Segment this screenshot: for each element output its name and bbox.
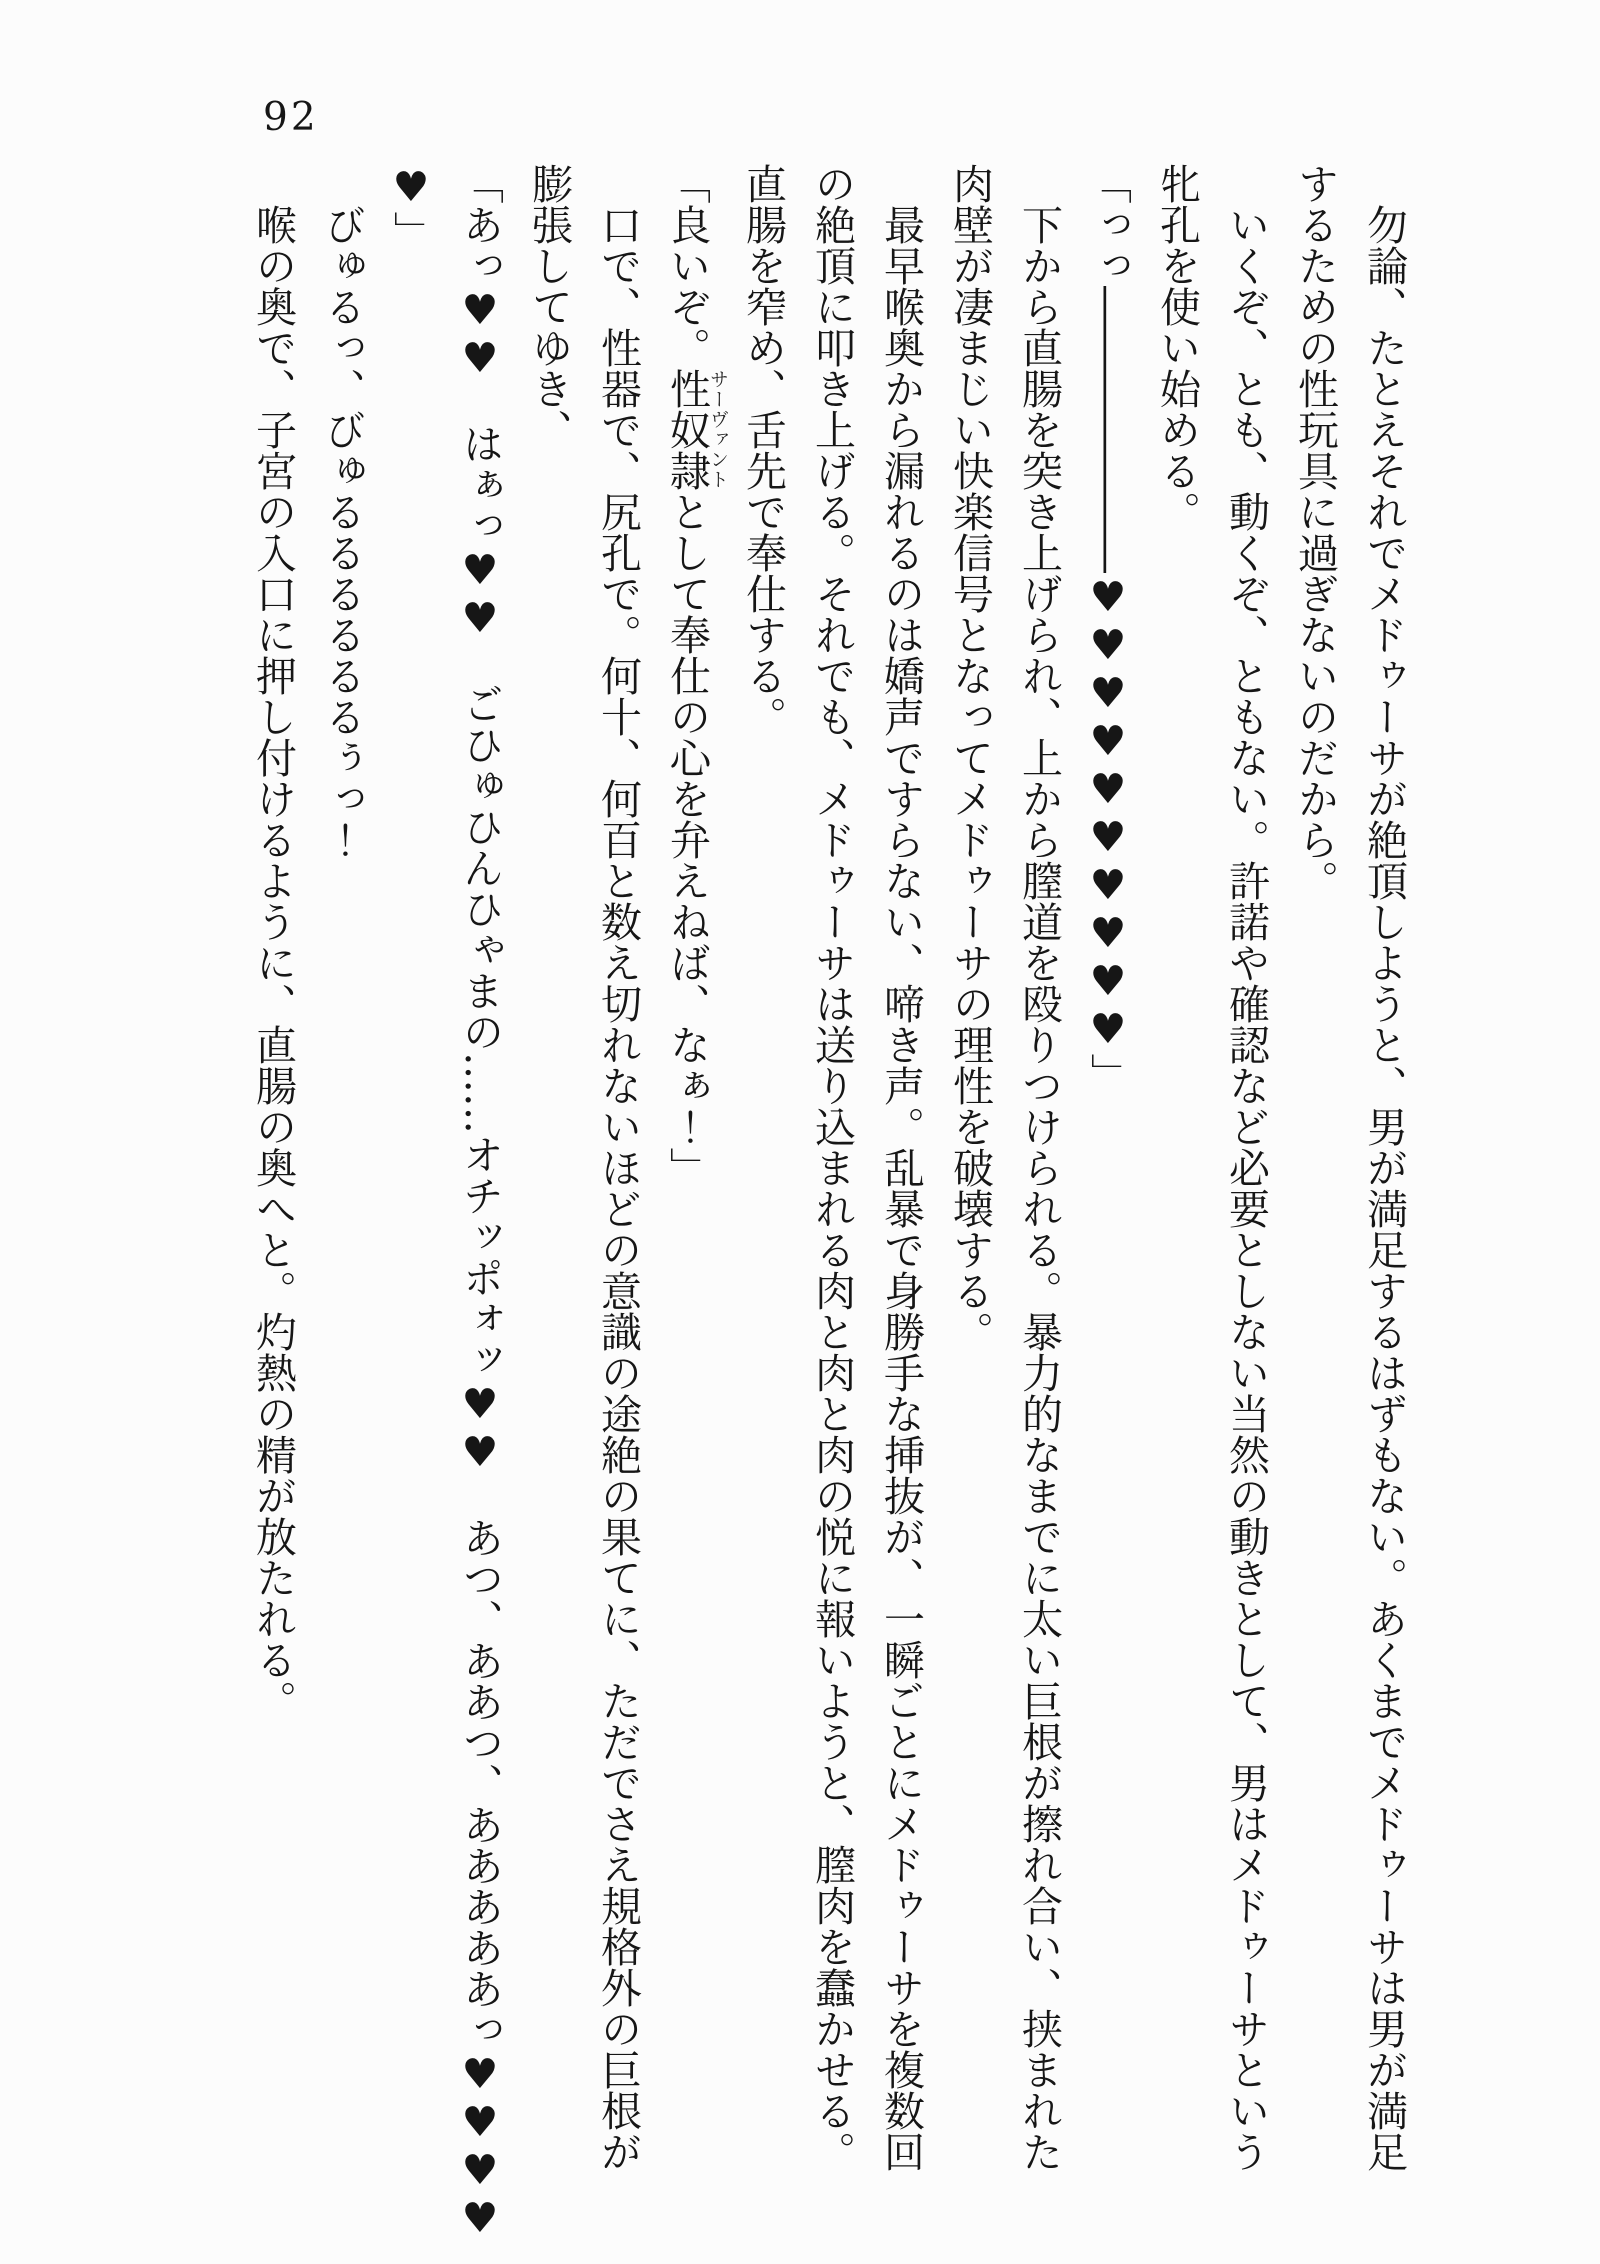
narration-line-9: の絶頂に叩き上げる。それでも、メドゥーサは送り込まれる肉と肉と肉の悦に報いようと、膣肉を蠢かせる。 [808,163,856,2172]
dialogue-line-15: ♥」 [387,163,435,252]
dialogue-line-14: 「あっ♥♥ はぁっ♥♥ ごひゅひんひゃまの……オチッポォッ♥♥ あつ、ああつ、あああああっ♥♥♥♥ [456,163,504,2242]
dialogue-line-11 [652,163,728,2178]
ruby-annotation [663,368,729,491]
narration-line-2: するための性玩具に過ぎないのだから。 [1291,163,1339,901]
dialogue-text-pre: 「良いぞ。 [663,163,711,368]
narration-line-13: 膨張してゆき、 [525,163,573,450]
narration-line-10: 直腸を窄め、舌先で奉仕する。 [739,163,787,737]
narration-line-8: 最早喉奥から漏れるのは嬌声ですらない、啼き声。乱暴で身勝手な挿抜が、一瞬ごとにメドゥーサを複数回 [877,204,925,2172]
narration-line-3: いくぞ、とも、動くぞ、ともない。許諾や確認など必要としない当然の動きとして、男はメドゥーサという [1222,204,1270,2172]
narration-line-12: 口で、性器で、尻孔で。何十、何百と数え切れないほどの意識の途絶の果てに、ただでさえ規格外の巨根が [594,204,642,2172]
narration-line-17: 喉の奥で、子宮の入口に押し付けるように、直腸の奥へと。灼熱の精が放たれる。 [249,204,297,1721]
narration-line-7: 肉壁が凄まじい快楽信号となってメドゥーサの理性を破壊する。 [946,163,994,1352]
page-number: 92 [263,95,319,140]
text-block [245,163,1418,2242]
dialogue-line-5: 「っっ―――――――♥♥♥♥♥♥♥♥♥♥」 [1084,163,1132,1094]
narration-line-4: 牝孔を使い始める。 [1153,163,1201,532]
dialogue-text-post: として奉仕の心を弁えねば、なぁ！」 [663,491,711,1188]
narration-line-1: 勿論、たとえそれでメドゥーサが絶頂しようと、男が満足するはずもない。あくまでメドゥーサは男が満足 [1360,204,1408,2172]
narration-line-16: びゅるっ、びゅるるるるるるぅっ！ [318,204,366,860]
ruby-text: サーヴァント [707,368,729,491]
ruby-base: 性奴隷 [663,368,711,491]
narration-line-6: 下から直腸を突き上げられ、上から膣道を殴りつけられる。暴力的なまでに太い巨根が擦れ合い、挟まれた [1015,204,1063,2172]
